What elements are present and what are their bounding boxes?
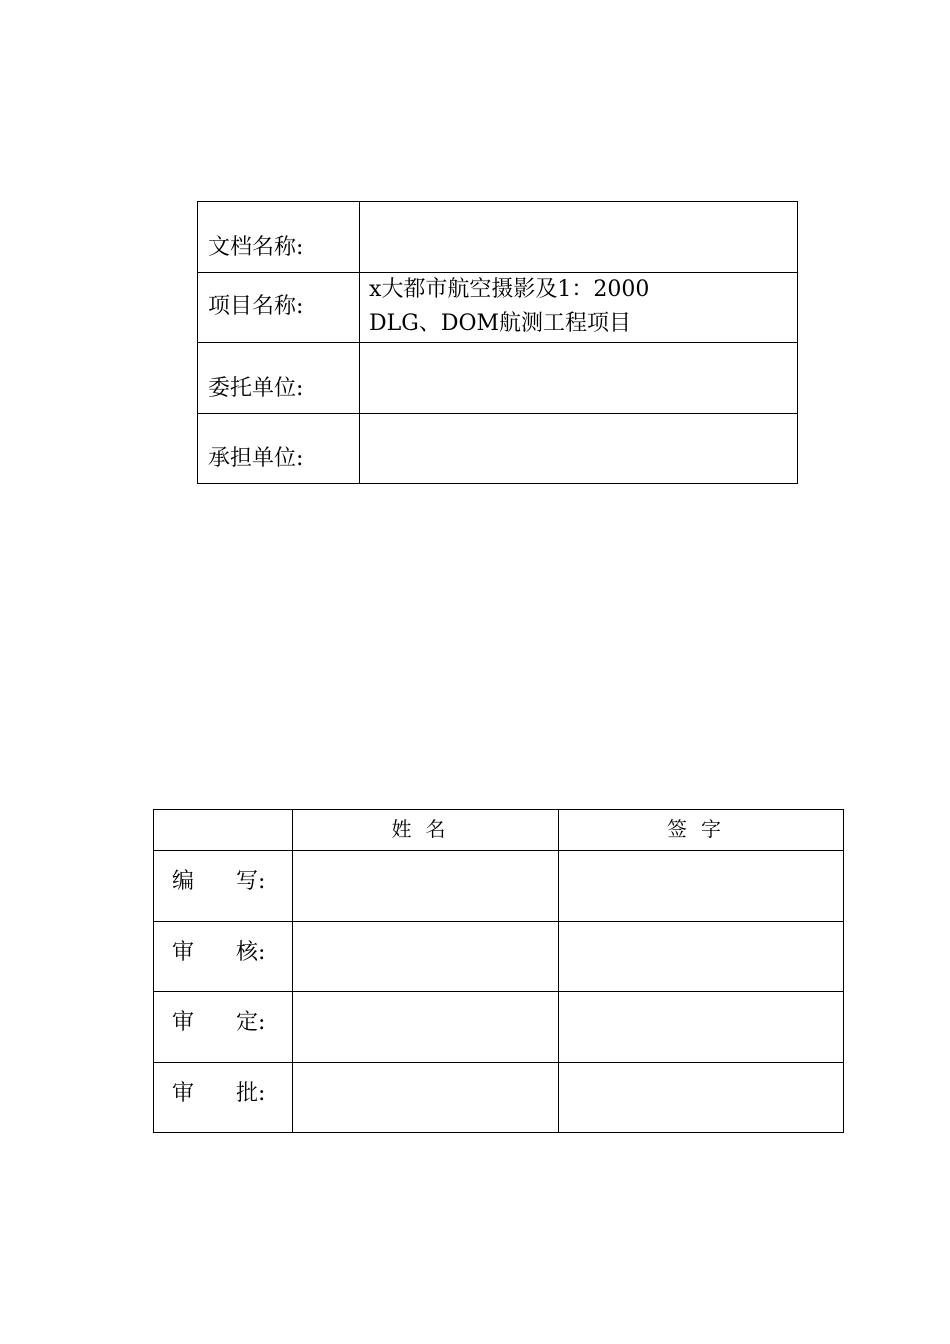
client-label: 委托单位: bbox=[198, 343, 360, 414]
role-char-b: 批: bbox=[236, 1080, 266, 1106]
info-row-client bbox=[198, 343, 798, 414]
info-row-project-name bbox=[198, 272, 798, 343]
name-cell bbox=[293, 851, 559, 921]
project-name-line2: DLG、DOM航测工程项目 bbox=[369, 310, 632, 336]
header-signature: 签字 bbox=[559, 810, 844, 851]
signature-table-header bbox=[154, 810, 844, 851]
signature-row-finalize bbox=[154, 992, 844, 1062]
info-row-document-name bbox=[198, 202, 798, 273]
signature-table bbox=[153, 809, 844, 1133]
role-label-finalize bbox=[154, 992, 293, 1062]
name-cell bbox=[293, 992, 559, 1062]
client-value bbox=[360, 343, 798, 414]
signature-cell bbox=[559, 1062, 844, 1132]
signature-row-write bbox=[154, 851, 844, 921]
signature-row-approve bbox=[154, 1062, 844, 1132]
role-char-b: 定: bbox=[236, 1010, 266, 1036]
document-name-label: 文档名称: bbox=[198, 202, 360, 273]
document-name-value bbox=[360, 202, 798, 273]
role-char-a: 编 bbox=[172, 869, 195, 895]
document-info-table bbox=[197, 201, 798, 484]
project-name-value bbox=[360, 272, 798, 343]
role-char-b: 写: bbox=[236, 869, 266, 895]
role-char-a: 审 bbox=[172, 1010, 195, 1036]
name-cell bbox=[293, 921, 559, 991]
role-char-a: 审 bbox=[172, 1080, 195, 1106]
role-char-b: 核: bbox=[236, 939, 266, 965]
project-name-label: 项目名称: bbox=[198, 272, 360, 343]
role-label-approve bbox=[154, 1062, 293, 1132]
role-label-write bbox=[154, 851, 293, 921]
role-label-check bbox=[154, 921, 293, 991]
signature-cell bbox=[559, 992, 844, 1062]
role-char-a: 审 bbox=[172, 939, 195, 965]
header-blank-cell bbox=[154, 810, 293, 851]
signature-row-check bbox=[154, 921, 844, 991]
contractor-value bbox=[360, 413, 798, 484]
signature-cell bbox=[559, 921, 844, 991]
project-name-line1: x大都市航空摄影及1：2000 bbox=[369, 276, 650, 302]
header-name: 姓名 bbox=[293, 810, 559, 851]
info-row-contractor bbox=[198, 413, 798, 484]
signature-cell bbox=[559, 851, 844, 921]
name-cell bbox=[293, 1062, 559, 1132]
contractor-label: 承担单位: bbox=[198, 413, 360, 484]
